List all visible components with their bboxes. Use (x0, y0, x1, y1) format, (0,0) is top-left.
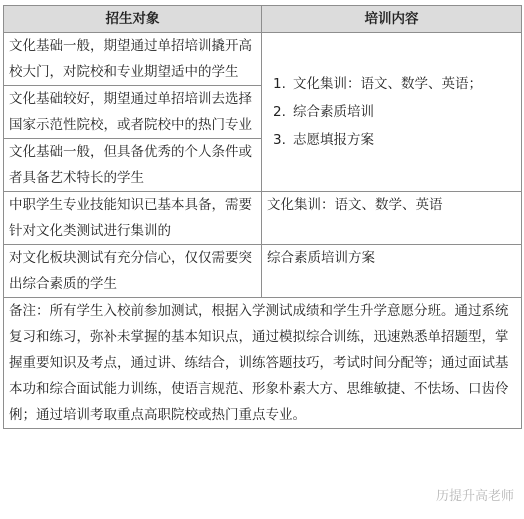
training-content-list (267, 70, 516, 154)
target-subtable (4, 33, 261, 191)
target-cell-2: 文化基础较好，期望通过单招培训去选择国家示范性院校，或者院校中的热门专业 (4, 86, 261, 139)
list-item: 1. 文化集训：语文、数学、英语； (273, 76, 482, 92)
target-cell-1: 文化基础一般，期望通过单招培训撬开高校大门，对院校和专业期望适中的学生 (4, 33, 261, 86)
watermark: 历提升高老师 (435, 489, 514, 504)
table-header-row (4, 6, 522, 33)
target-group-cell (4, 33, 262, 192)
note-cell (4, 298, 522, 429)
table-row (4, 192, 522, 245)
header-content: 培训内容 (262, 6, 522, 33)
list-item: 2. 综合素质培训 (273, 104, 374, 120)
list-item: 3. 志愿填报方案 (273, 132, 374, 148)
target-cell-4: 中职学生专业技能知识已基本具备，需要针对文化类测试进行集训的 (4, 192, 262, 245)
table-note-row (4, 298, 522, 429)
content-cell-4: 文化集训：语文、数学、英语 (262, 192, 522, 245)
table-row-group (4, 33, 522, 192)
table-row (4, 245, 522, 298)
content-cell-5: 综合素质培训方案 (262, 245, 522, 298)
enrollment-table (3, 5, 522, 429)
enrollment-table-document (3, 5, 521, 429)
target-cell-3: 文化基础一般，但具备优秀的个人条件或者具备艺术特长的学生 (9, 144, 252, 186)
note-text: 备注：所有学生入校前参加测试，根据入学测试成绩和学生升学意愿分班。通过系统复习和练习，弥补未掌握的基本知识点，通过模拟综合训练，迅速熟悉单招题型，掌握重要知识及考点，通过讲、练结合，训练答题技巧，考试时间分配等；通过面试基本功和综合面试能力训练，使语言规范、形象朴素大方、思维敏捷、不怯场、口齿伶俐；通过培训考取重点高职院校或热门重点专业。 (9, 303, 509, 423)
target-cell-5: 对文化板块测试有充分信心，仅仅需要突出综合素质的学生 (4, 245, 262, 298)
header-target: 招生对象 (4, 6, 262, 33)
content-list-cell (262, 33, 522, 192)
